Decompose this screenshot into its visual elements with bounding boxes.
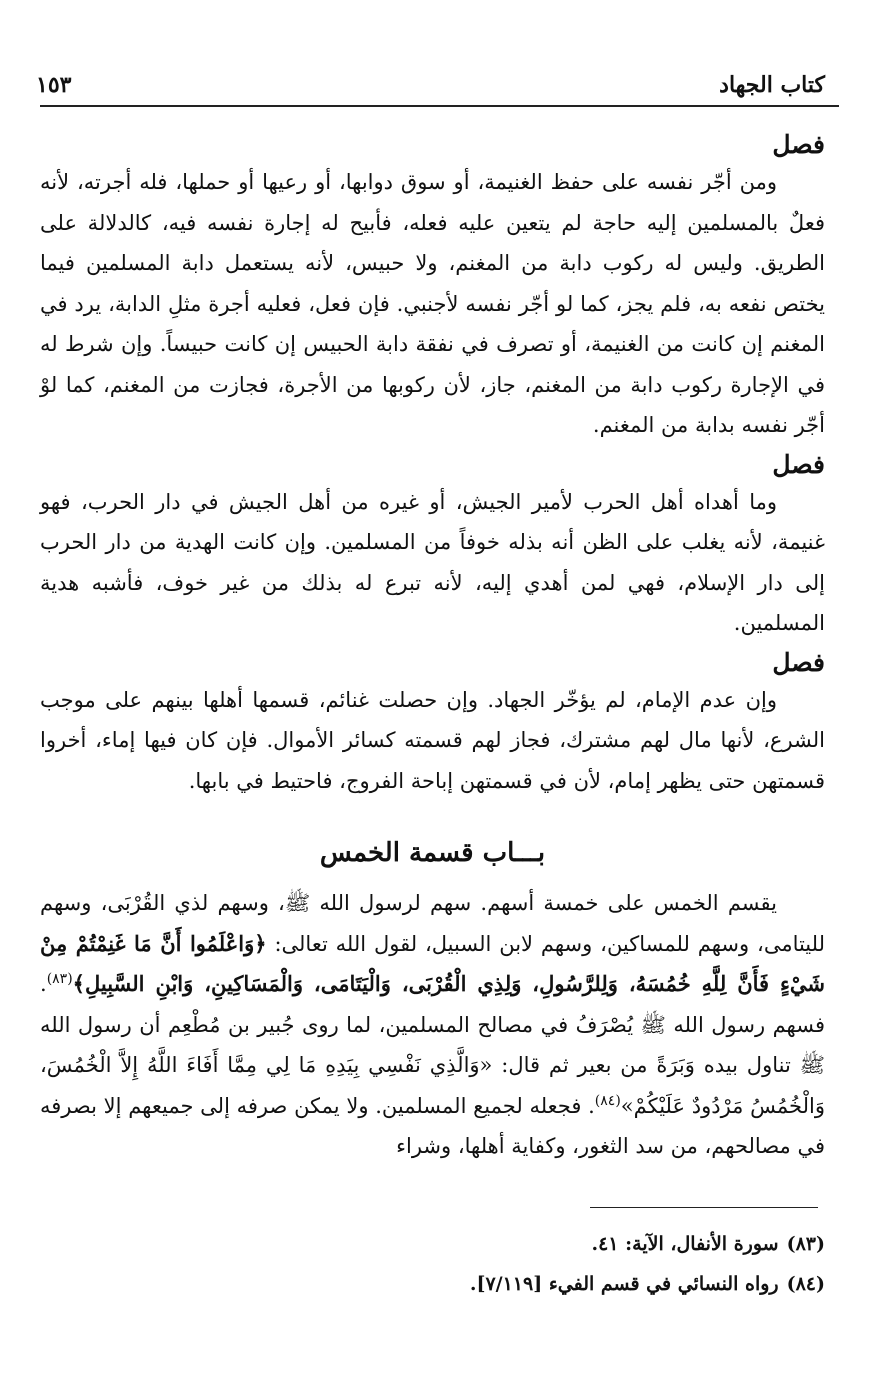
chapter-text: يقسم الخمس على خمسة أسهم. سهم لرسول الله ﷺ، وسهم لذي القُرْبَى، وسهم لليتامى، وسهم للمساكين، وسهم لابن السبيل، لقول الله تعالى: [40,891,825,956]
section-paragraph: وما أهداه أهل الحرب لأمير الجيش، أو غيره من أهل الجيش في دار الحرب، فهو غنيمة، لأنه يغلب على الظن أنه بذله خوفاً من المسلمين. وإن كانت الهدية من دار الحرب إلى دار الإسلام، فهي لمن أهدي إليه، لأنه تبرع له بذلك من غير خوف، فأشبه هدية المسلمين. [40,489,825,635]
footnote-ref: (٨٣) [46,971,73,987]
footnote-text: سورة الأنفال، الآية: ٤١. [591,1233,779,1255]
footnote-item [40,1264,825,1304]
footnote-divider [590,1207,818,1208]
footnote-number: (٨٤) [786,1273,825,1295]
footnote-item [40,1224,825,1264]
section-paragraph: ومن أجّر نفسه على حفظ الغنيمة، أو سوق دوابها، أو رعيها أو حملها، فله أجرته، لأنه فعلٌ بالمسلمين إليه حاجة لم يتعين عليه فعله، فأبيح له إجارة نفسه فيه، كالدلالة على الطريق. وليس له ركوب دابة من المغنم، ولا حبيس، لأنه يستعمل دابة المسلمين فيما يختص نفعه به، فلم يجز، كما لو أجّر نفسه لأجنبي. فإن فعل، فعليه أجرة مثلِ الدابة، يرد في المغنم إن كانت من الغنيمة، أو تصرف في نفقة دابة الحبيس إن كانت حبيساً. وإن شرط له في الإجارة ركوب دابة من المغنم، جاز، لأن ركوبها من الأجرة، فجازت من المغنم، كما لوْ أجّر نفسه بدابة من المغنم. [40,170,825,437]
running-header [36,58,825,98]
chapter-title: بـــاب قسمة الخمس [319,838,546,868]
footnote-ref: (٨٤) [594,1092,621,1109]
quran-verse: ﴿وَاعْلَمُوا أَنَّ مَا غَنِمْتُمْ مِنْ شَيْءٍ فَأَنَّ لِلَّهِ خُمُسَهُ، وَلِلرَّسُولِ، وَلِذِي الْقُرْبَى، وَالْيَتَامَى، وَالْمَسَاكِينِ، وَابْنِ السَّبِيلِ﴾ [40,930,825,996]
page-number: ١٥٣ [36,72,72,98]
section-heading: فصل [772,449,825,479]
main-text [40,128,825,1167]
running-title: كتاب الجهاد [719,72,825,98]
section-paragraph: وإن عدم الإمام، لم يؤخّر الجهاد. وإن حصلت غنائم، قسمها أهلها بينهم على موجب الشرع، لأنها مال لهم مشترك، فجاز لهم قسمته كسائر الأموال. فإن كان فيها إماء، أخروا قسمتهن حتى يظهر إمام، لأن في قسمتهن إباحة الفروج، فاحتيط في بابها. [40,687,825,793]
hadith-quote: «وَالَّذِي نَفْسِي بِيَدِهِ مَا لِي مِمَّا أَفَاءَ اللَّهُ إِلاَّ الْخُمُسَ، وَالْخُمُسُ مَرْدُودٌ عَلَيْكُمْ» [40,1053,825,1118]
footnote-text: رواه النسائي في قسم الفيء [٧/١١٩]. [469,1273,779,1295]
chapter-paragraph [40,883,825,1167]
chapter-text: . فجعله لجميع المسلمين. ولا يمكن صرفه إلى جميعهم إلا بصرفه في مصالحهم، من سد الثغور، وكفاية أهلها، وشراء [40,1093,825,1158]
footnotes [40,1224,825,1304]
section-heading: فصل [772,647,825,677]
footnote-number: (٨٣) [786,1233,825,1255]
chapter-text: . فسهم رسول الله ﷺ يُصْرَفُ في مصالح المسلمين، لما روى جُبير بن مُطْعِم أن رسول الله ﷺ تناول بيده وَبَرَةً من بعير ثم قال: [40,972,826,1077]
header-divider [40,105,839,107]
section-heading: فصل [772,130,825,159]
